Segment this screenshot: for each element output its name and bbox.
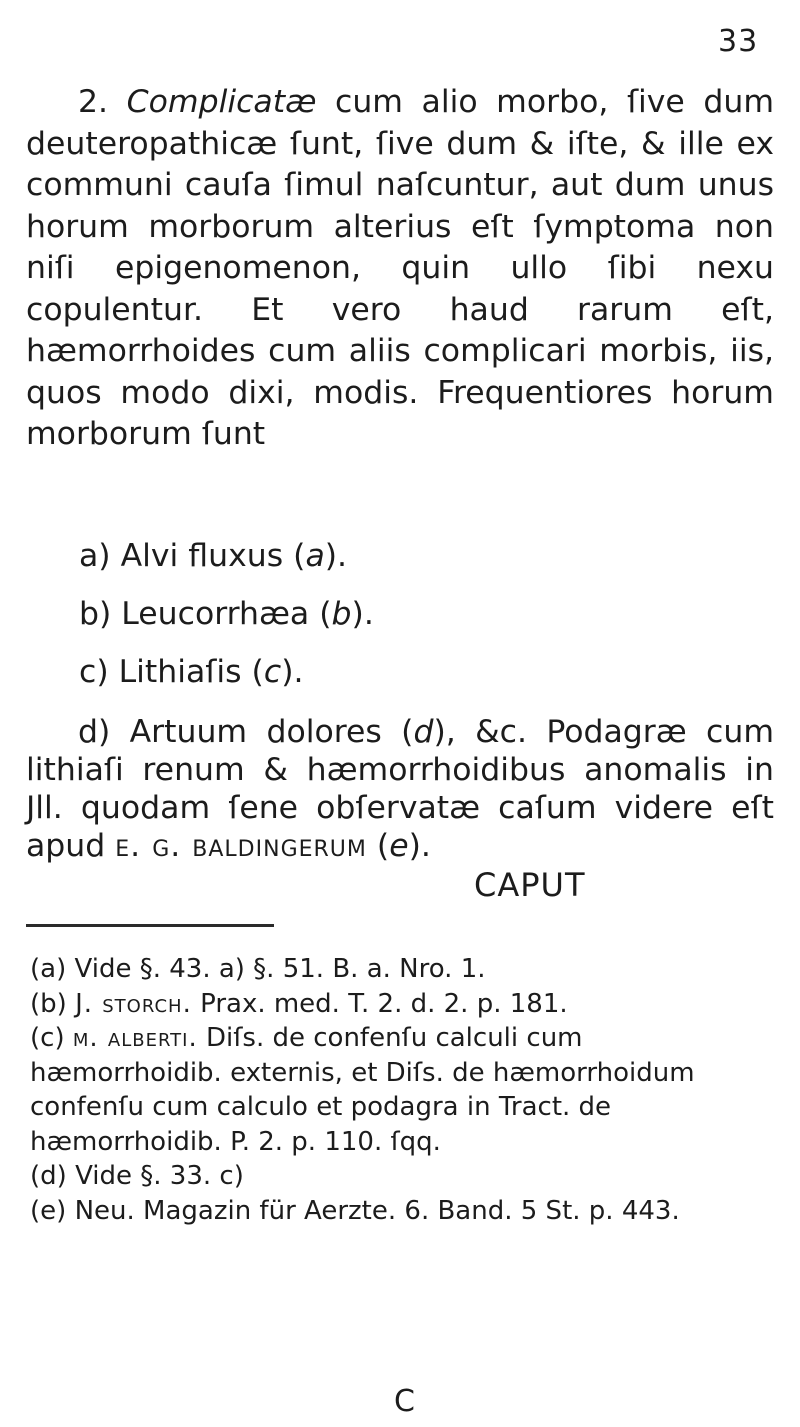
- list-item: b) Leucorrhæa (b).: [79, 596, 374, 632]
- footnote-divider: [26, 924, 274, 927]
- paragraph-heading: Complicatæ: [126, 84, 317, 120]
- footnote: (a) Vide §. 43. a) §. 51. B. a. Nro. 1.: [30, 954, 486, 984]
- footnotes: [30, 952, 770, 1228]
- page-number: 33: [718, 24, 759, 59]
- footnote: (e) Neu. Magazin für Aerzte. 6. Band. 5 St. p. 443.: [30, 1195, 680, 1226]
- paragraph-d: d) Artuum dolores (d), &c. Podagræ cum lithiaſi renum & hæmorrhoidibus anomalis in Jll. quodam ſene obſervatæ caſum videre eſt apud e. g. baldingerum (e).: [26, 714, 775, 864]
- paragraph-number: 2.: [78, 84, 109, 120]
- footnote: (b) J. storch. Prax. med. T. 2. d. 2. p. 181.: [30, 988, 568, 1019]
- signature-mark: C: [394, 1384, 415, 1419]
- paragraph-text: cum alio morbo, ſive dum deuteropathicæ ſunt, ſive dum & iſte, & ille ex communi cauſa ſimul naſcuntur, aut dum unus horum morborum alterius eſt ſymptoma non niſi epigenomenon, quin ullo ſibi nexu copulentur. Et vero haud rarum eſt, hæmorrhoides cum aliis complicari morbis, iis, quos modo dixi, modis. Frequentiores horum morborum ſunt: [26, 84, 775, 452]
- list-item: c) Lithiaſis (c).: [79, 654, 304, 690]
- catchword-caput: CAPUT: [474, 866, 586, 904]
- cited-author: e. g. baldingerum: [115, 828, 367, 864]
- footnote: (d) Vide §. 33. c): [30, 1161, 244, 1191]
- paragraph-main: [26, 82, 774, 456]
- footnote: (c) m. alberti. Diſs. de confenſu calculi cum hæmorrhoidib. externis, et Diſs. de hæmorrhoidum confenſu cum calculo et podagra in Tract. de hæmorrhoidib. P. 2. p. 110. ſqq.: [30, 1023, 695, 1157]
- list-item: a) Alvi fluxus (a).: [79, 538, 348, 574]
